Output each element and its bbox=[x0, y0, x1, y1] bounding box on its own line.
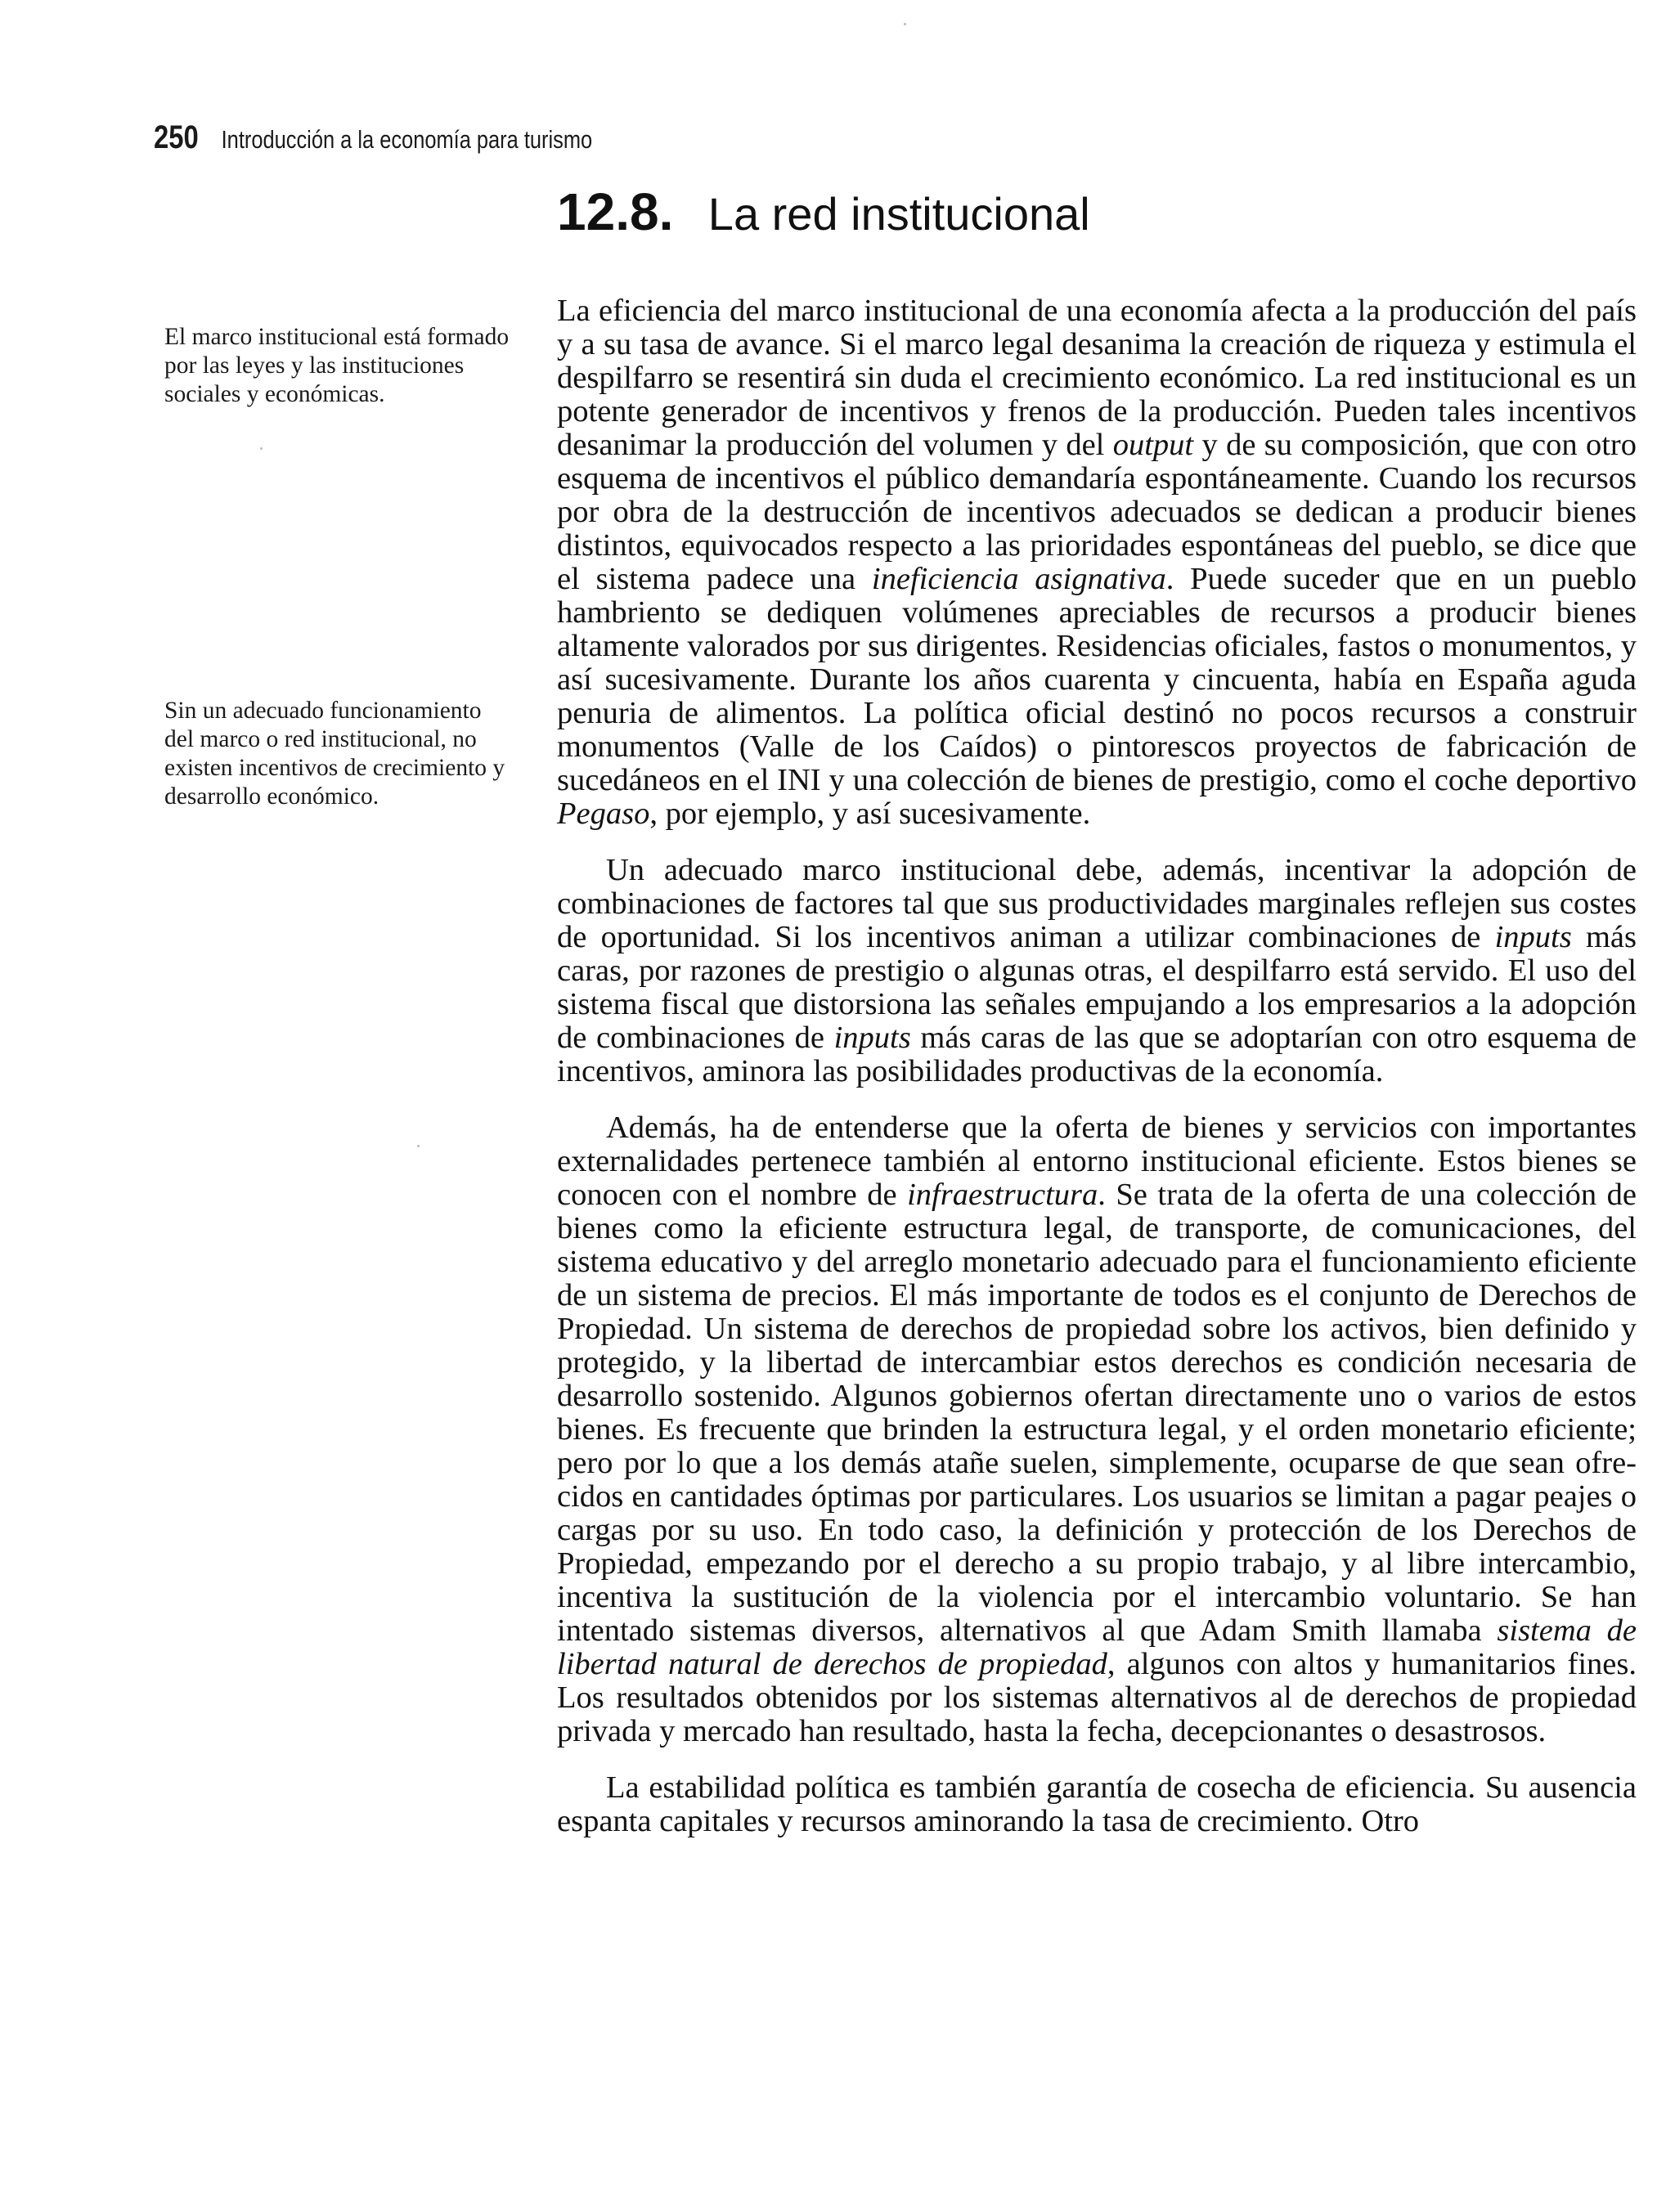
scan-speck bbox=[417, 1145, 420, 1147]
body-text bbox=[557, 294, 1637, 1861]
scan-speck bbox=[904, 23, 906, 25]
page-number: 250 bbox=[154, 119, 199, 155]
scan-speck bbox=[260, 447, 263, 450]
section-number: 12.8. bbox=[557, 182, 674, 241]
book-title: Introducción a la economía para turismo bbox=[221, 125, 593, 154]
section-heading bbox=[557, 182, 1090, 242]
running-header bbox=[154, 119, 592, 156]
section-title: La red institucional bbox=[707, 188, 1090, 240]
margin-note: El marco institucional está formado por las leyes y las instituciones sociales y económicas. bbox=[164, 324, 510, 407]
margin-note: Sin un adecuado funcionamiento del marco o red institucional, no existen incentivos de crecimiento y desarrollo económico. bbox=[164, 698, 505, 810]
paragraph: La estabilidad política es también garantía de cosecha de eficiencia. Su ausencia espanta capitales y recursos aminorando la tasa de crecimiento. Otro bbox=[557, 1770, 1637, 1838]
paragraph: La eficiencia del marco institucional de una economía afecta a la producción del país y a su tasa de avance. Si el marco legal desanima la creación de riqueza y estimula el despilfarro se resentirá sin duda el crecimiento económico. La red institucional es un potente generador de incentivos y frenos de la producción. Pueden tales incentivos desanimar la producción del volumen y del output y de su composición, que con otro esquema de incentivos el público demandaría espontáneamente. Cuando los recursos por obra de la destrucción de incentivos adecuados se dedican a producir bienes distintos, equivocados respecto a las prioridades espontáneas del pueblo, se dice que el sistema padece una ineficiencia asignativa. Puede suceder que en un pueblo hambriento se dediquen volúmenes apreciables de recursos a producir bienes altamente valorados por sus dirigentes. Residencias oficiales, fastos o monumentos, y así sucesivamente. Durante los años cuarenta y cincuenta, había en España aguda penuria de alimentos. La política oficial destinó no pocos recursos a construir monumentos (Valle de los Caídos) o pintorescos proyectos de fabricación de sucedáneos en el INI y una colección de bienes de prestigio, como el coche deportivo Pegaso, por ejemplo, y así sucesivamente. bbox=[557, 294, 1637, 831]
paragraph: Un adecuado marco institucional debe, además, incentivar la adopción de combinaciones de factores tal que sus productividades marginales reflejen sus costes de oportunidad. Si los incentivos animan a utilizar combinaciones de inputs más caras, por razones de prestigio o algunas otras, el despilfarro está servido. El uso del sistema fiscal que distorsiona las señales empujando a los empresarios a la adopción de combinaciones de inputs más caras de las que se adoptarían con otro esquema de incentivos, aminora las posibilidades productivas de la economía. bbox=[557, 853, 1637, 1088]
paragraph: Además, ha de entenderse que la oferta de bienes y servicios con importantes externalidades pertenece también al entorno institucional eficiente. Estos bienes se conocen con el nombre de infraestructura. Se trata de la oferta de una colección de bienes como la eficiente estructura legal, de transporte, de comunicaciones, del sistema educativo y del arreglo monetario adecuado para el funcionamiento eficiente de un sistema de precios. El más importante de todos es el conjunto de Derechos de Propiedad. Un sistema de derechos de propiedad sobre los activos, bien definido y protegido, y la libertad de intercambiar estos derechos es condición necesaria de desarrollo sostenido. Algunos gobiernos ofertan directamente uno o varios de estos bienes. Es frecuente que brinden la estructura legal, y el orden monetario eficiente; pero por lo que a los demás atañe suelen, simplemente, ocuparse de que sean ofrecidos en cantidades óptimas por particulares. Los usuarios se limitan a pagar peajes o cargas por su uso. En todo caso, la definición y protección de los Derechos de Propiedad, empezando por el derecho a su propio trabajo, y al libre intercambio, incentiva la sustitución de la violencia por el intercambio voluntario. Se han intentado sistemas diversos, alternativos al que Adam Smith llamaba sistema de libertad natural de derechos de propiedad, algunos con altos y humanitarios fines. Los resultados obtenidos por los sistemas alternativos al de derechos de propiedad privada y mercado han resultado, hasta la fecha, decepcionantes o desastrosos. bbox=[557, 1110, 1637, 1748]
